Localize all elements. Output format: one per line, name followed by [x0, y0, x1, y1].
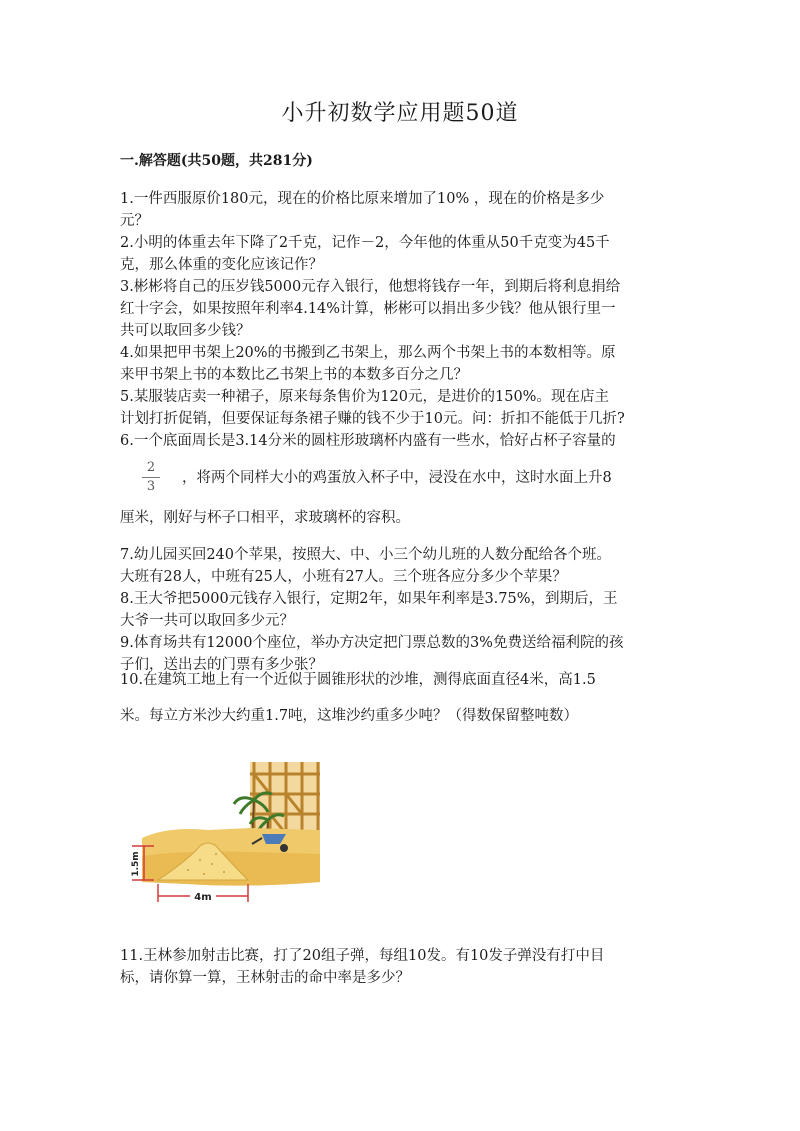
section-heading: 一.解答题(共50题，共281分) [120, 153, 313, 169]
problem-11-line-1: 11.王林参加射击比赛，打了20组子弹，每组10发。有10发子弹没有打中目 [120, 948, 605, 964]
problem-6-line-3: 厘米，刚好与杯子口相平，求玻璃杯的容积。 [120, 510, 410, 526]
problem-4-line-1: 4.如果把甲书架上20%的书搬到乙书架上，那么两个书架上书的本数相等。原 [120, 345, 616, 361]
problem-1-line-2: 元？ [120, 213, 149, 229]
problem-8-line-2: 大爷一共可以取回多少元？ [120, 613, 294, 629]
problem-9-line-2: 子们，送出去的门票有多少张？ [120, 657, 323, 673]
problem-11-line-2: 标，请你算一算，王林射击的命中率是多少？ [120, 970, 410, 986]
problem-6-line-1: 6.一个底面周长是3.14分米的圆柱形玻璃杯内盛有一些水，恰好占杯子容量的 [120, 433, 616, 449]
fraction-denominator: 3 [146, 479, 156, 494]
problem-7-line-1: 7.幼儿园买回240个苹果，按照大、中、小三个幼儿班的人数分配给各个班。 [120, 547, 612, 563]
fraction-two-thirds [142, 460, 160, 495]
height-label: 1.5m [131, 851, 141, 877]
problem-8-line-1: 8.王大爷把5000元钱存入银行，定期2年，如果年利率是3.75%，到期后，王 [120, 591, 618, 607]
problem-4-line-2: 来甲书架上书的本数比乙书架上书的本数多百分之几？ [120, 367, 468, 383]
problem-5-line-1: 5.某服装店卖一种裙子，原来每条售价为120元，是进价的150%。现在店主 [120, 389, 609, 405]
problem-1-line-1: 1.一件西服原价180元，现在的价格比原来增加了10% ，现在的价格是多少 [120, 191, 605, 207]
diameter-label: 4m [194, 892, 212, 903]
sand-pile-figure [128, 760, 328, 910]
page-title: 小升初数学应用题50道 [281, 101, 519, 126]
problem-10-line-1: 10.在建筑工地上有一个近似于圆锥形状的沙堆，测得底面直径4米，高1.5 [120, 672, 596, 688]
problem-2-line-2: 克，那么体重的变化应该记作？ [120, 257, 323, 273]
problem-6-line-2: ，将两个同样大小的鸡蛋放入杯子中，浸没在水中，这时水面上升8 [182, 470, 612, 486]
problem-3-line-1: 3.彬彬将自己的压岁钱5000元存入银行，他想将钱存一年，到期后将利息捐给 [120, 279, 621, 295]
problem-10-line-2: 米。每立方米沙大约重1.7吨，这堆沙约重多少吨？（得数保留整吨数） [120, 708, 579, 724]
fraction-numerator: 2 [146, 460, 156, 475]
problem-3-line-2: 红十字会，如果按照年利率4.14%计算，彬彬可以捐出多少钱？他从银行里一 [120, 301, 616, 317]
problem-2-line-1: 2.小明的体重去年下降了2千克，记作－2，今年他的体重从50千克变为45千 [120, 235, 610, 251]
problem-5-line-2: 计划打折促销，但要保证每条裙子赚的钱不少于10元。问：折扣不能低于几折? [120, 411, 625, 427]
fraction-bar [142, 477, 160, 478]
problem-3-line-3: 共可以取回多少钱？ [120, 323, 251, 339]
problem-9-line-1: 9.体育场共有12000个座位，举办方决定把门票总数的3%免费送给福利院的孩 [120, 635, 624, 651]
problem-7-line-2: 大班有28人，中班有25人，小班有27人。三个班各应分多少个苹果？ [120, 569, 567, 585]
